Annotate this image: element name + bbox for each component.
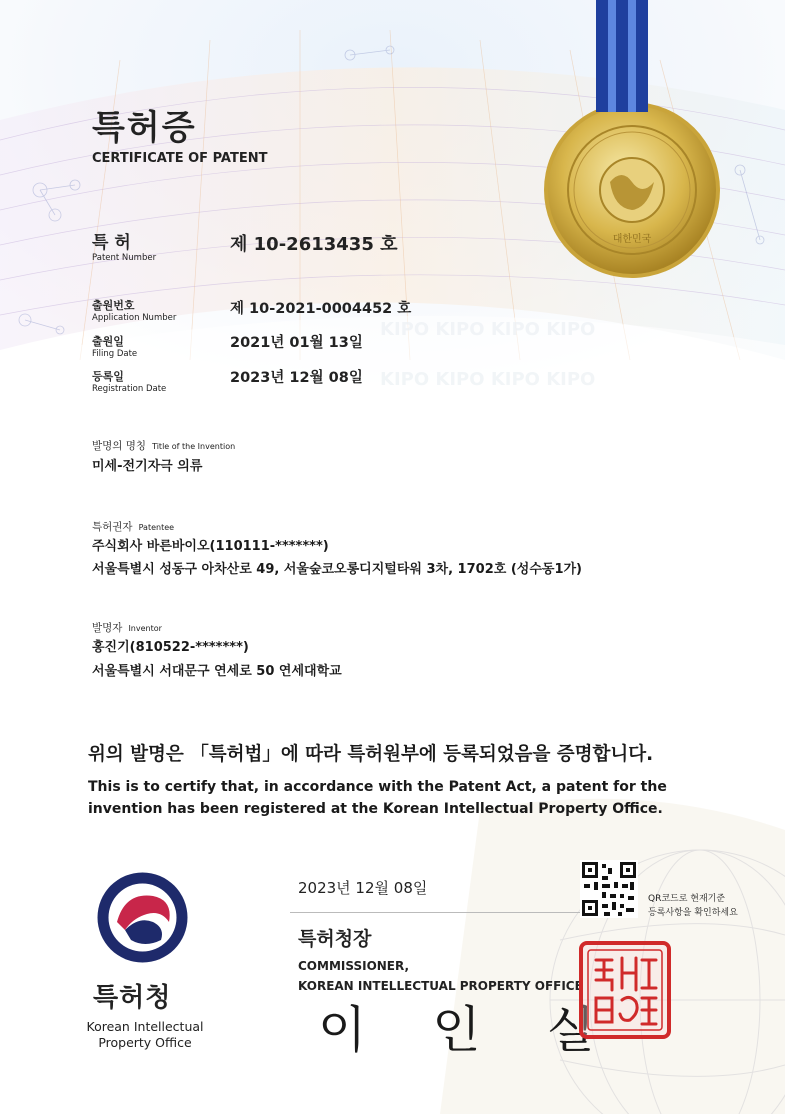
ribbon-stripe-mid2 <box>628 0 636 112</box>
patent-number-value: 제 10-2613435 호 <box>230 234 398 255</box>
patentee-label-en: Patentee <box>138 523 175 532</box>
certification-statement-english-line1: This is to certify that, in accordance with the Patent Act, a patent for the <box>88 779 667 795</box>
patentee-heading <box>92 515 174 534</box>
commissioner-title-english: COMMISSIONER, KOREAN INTELLECTUAL PROPERTY OFFICE <box>298 959 583 993</box>
patent-number-label: 특 허 <box>92 233 131 253</box>
certificate-title-english: CERTIFICATE OF PATENT <box>92 151 268 166</box>
svg-text:대한민국: 대한민국 <box>612 234 652 245</box>
invention-label: 발명의 명칭 <box>92 440 147 452</box>
commissioner-title-korean: 특허청장 <box>298 928 372 950</box>
filing-date-label-en: Filing Date <box>92 349 138 359</box>
kipo-logo-english: Korean Intellectual Property Office <box>86 1019 204 1050</box>
official-seal-stamp <box>578 940 672 1040</box>
application-number-value: 제 10-2021-0004452 호 <box>230 301 412 317</box>
registration-date-label: 등록일 <box>92 370 124 383</box>
filing-date-label: 출원일 <box>92 335 124 348</box>
certification-statement-english-line2: invention has been registered at the Korean Intellectual Property Office. <box>88 801 663 817</box>
qr-code-note: QR코드로 현재기준 등록사항을 확인하세요 <box>648 894 738 918</box>
application-number-label-en: Application Number <box>92 313 177 323</box>
registration-date-value: 2023년 12월 08일 <box>230 370 363 386</box>
inventor-name: 홍진기(810522-*******) <box>92 640 249 655</box>
ribbon-stripe-left <box>596 0 608 112</box>
application-number-label: 출원번호 <box>92 299 135 312</box>
invention-label-en: Title of the Invention <box>152 442 236 451</box>
patentee-address: 서울특별시 성동구 아차산로 49, 서울숲코오롱디지털타워 3차, 1702호 (성수동1가) <box>92 562 582 577</box>
ribbon-stripe-right <box>616 0 628 112</box>
filing-date-value: 2021년 01월 13일 <box>230 335 363 351</box>
ribbon-stripe-mid <box>608 0 616 112</box>
issue-date: 2023년 12월 08일 <box>298 879 428 897</box>
certification-statement-korean: 위의 발명은 「특허법」에 따라 특허원부에 등록되었음을 증명합니다. <box>88 744 654 765</box>
invention-title-value: 미세-전기자극 의류 <box>92 459 203 474</box>
invention-title-heading <box>92 434 235 453</box>
commissioner-signature: 이인실 <box>318 1001 661 1059</box>
registration-date-label-en: Registration Date <box>92 384 167 394</box>
certificate-title-korean: 특허증 <box>92 108 197 148</box>
ribbon-stripe-right2 <box>636 0 648 112</box>
inventor-label-en: Inventor <box>128 624 162 633</box>
patent-number-label-en: Patent Number <box>92 253 157 263</box>
inventor-label: 발명자 <box>92 622 123 634</box>
inventor-address: 서울특별시 서대문구 연세로 50 연세대학교 <box>92 664 342 679</box>
divider <box>290 912 630 913</box>
kipo-logo-korean: 특허청 <box>93 983 172 1013</box>
qr-code[interactable] <box>580 860 638 918</box>
kipo-logo-icon <box>95 870 190 965</box>
patentee-name: 주식회사 바른바이오(110111-*******) <box>92 539 329 554</box>
inventor-heading <box>92 616 162 635</box>
patentee-label: 특허권자 <box>92 521 133 533</box>
